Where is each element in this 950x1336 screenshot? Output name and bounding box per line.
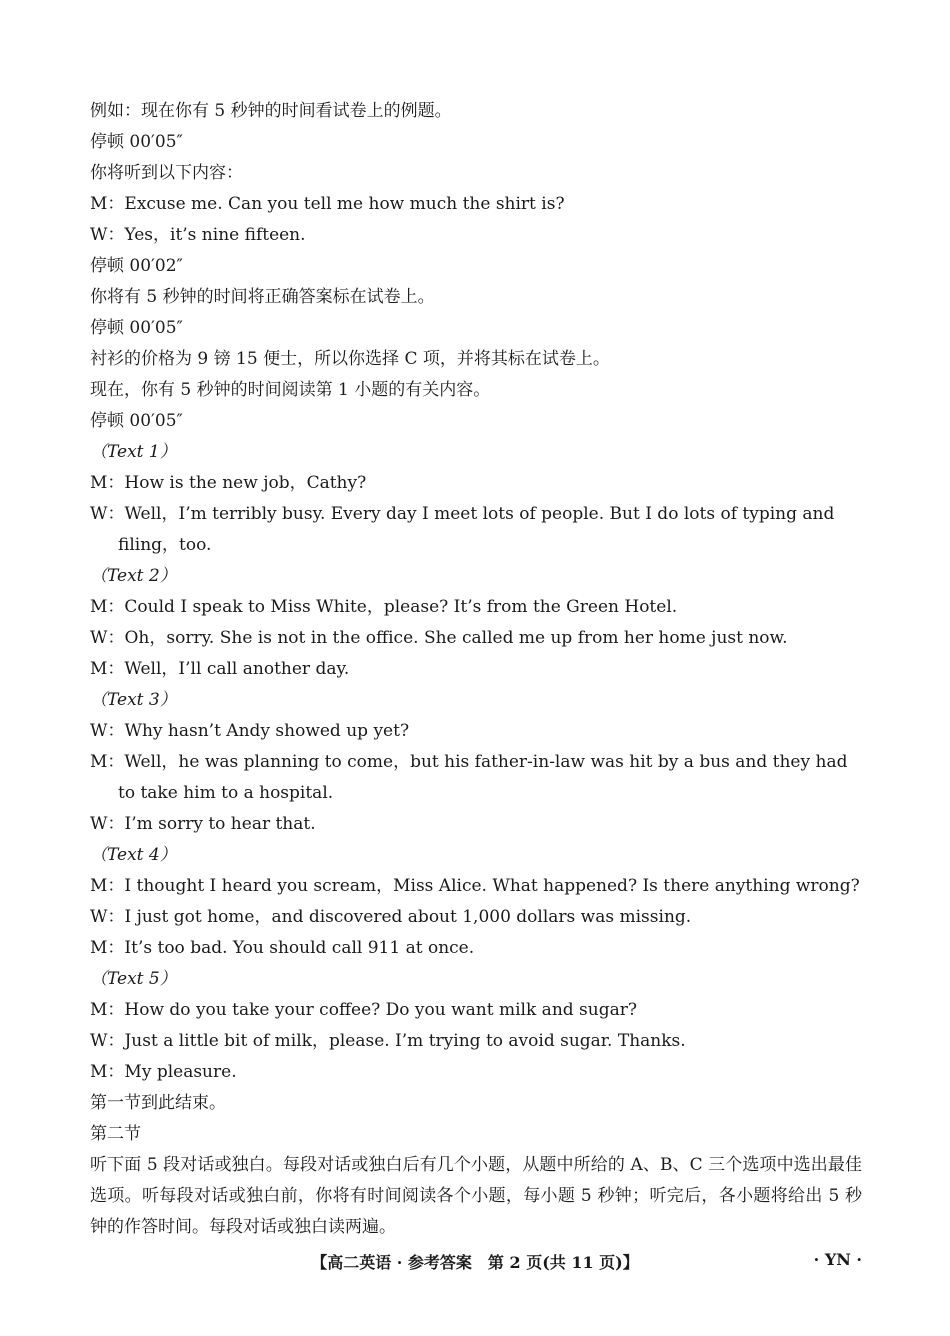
instruction-line: 你将有 5 秒钟的时间将正确答案标在试卷上。 <box>90 287 435 307</box>
text-heading: （Text 2） <box>90 566 177 586</box>
dialog-line: W：I’m sorry to hear that. <box>90 814 316 834</box>
answer-explanation: 衬衫的价格为 9 镑 15 便士，所以你选择 C 项，并将其标在试卷上。 <box>90 349 610 369</box>
dialog-line: M：Well，he was planning to come，but his father-in-law was hit by a bus and they had to take him to a hospital. <box>90 752 848 803</box>
pause-note: 停顿 00′05″ <box>90 132 183 152</box>
document-body <box>90 96 862 1243</box>
dialog-line: M：It’s too bad. You should call 911 at once. <box>90 938 475 958</box>
pause-note: 停顿 00′05″ <box>90 411 183 431</box>
dialog-line: W：Just a little bit of milk，please. I’m trying to avoid sugar. Thanks. <box>90 1031 686 1051</box>
dialog-line: W：I just got home，and discovered about 1,000 dollars was missing. <box>90 907 692 927</box>
dialog-line: M：My pleasure. <box>90 1062 237 1082</box>
text-heading: （Text 5） <box>90 969 177 989</box>
dialog-line: W：Well，I’m terribly busy. Every day I meet lots of people. But I do lots of typing and filing，too. <box>90 504 835 555</box>
dialog-line: M：Well，I’ll call another day. <box>90 659 350 679</box>
footer-page-info: 【高二英语 · 参考答案 第 2 页(共 11 页)】 <box>311 1253 639 1272</box>
dialog-line: W：Oh，sorry. She is not in the office. She called me up from her home just now. <box>90 628 788 648</box>
section-end: 第一节到此结束。 <box>90 1093 226 1113</box>
text-heading: （Text 4） <box>90 845 177 865</box>
text-heading: （Text 3） <box>90 690 177 710</box>
listen-intro: 你将听到以下内容： <box>90 163 243 183</box>
dialog-line: W：Yes，it’s nine fifteen. <box>90 225 306 245</box>
dialog-line: M：How do you take your coffee? Do you want milk and sugar? <box>90 1000 637 1020</box>
dialog-line: M：Excuse me. Can you tell me how much the shirt is? <box>90 194 565 214</box>
dialog-line: M：Could I speak to Miss White，please? It’s from the Green Hotel. <box>90 597 678 617</box>
example-intro: 例如：现在你有 5 秒钟的时间看试卷上的例题。 <box>90 101 452 121</box>
footer-region-code: · YN · <box>813 1250 862 1269</box>
text-heading: （Text 1） <box>90 442 177 462</box>
dialog-line: M：How is the new job，Cathy? <box>90 473 367 493</box>
pause-note: 停顿 00′02″ <box>90 256 183 276</box>
section-heading: 第二节 <box>90 1124 141 1144</box>
dialog-line: W：Why hasn’t Andy showed up yet? <box>90 721 410 741</box>
dialog-line: M：I thought I heard you scream，Miss Alice. What happened? Is there anything wrong? <box>90 876 860 896</box>
section-instructions: 听下面 5 段对话或独白。每段对话或独白后有几个小题，从题中所给的 A、B、C 三个选项中选出最佳选项。听每段对话或独白前，你将有时间阅读各个小题，每小题 5 秒钟；听完后，各小题将给出 5 秒钟的作答时间。每段对话或独白读两遍。 <box>90 1155 862 1237</box>
instruction-line: 现在，你有 5 秒钟的时间阅读第 1 小题的有关内容。 <box>90 380 491 400</box>
page-footer <box>0 1248 950 1276</box>
pause-note: 停顿 00′05″ <box>90 318 183 338</box>
